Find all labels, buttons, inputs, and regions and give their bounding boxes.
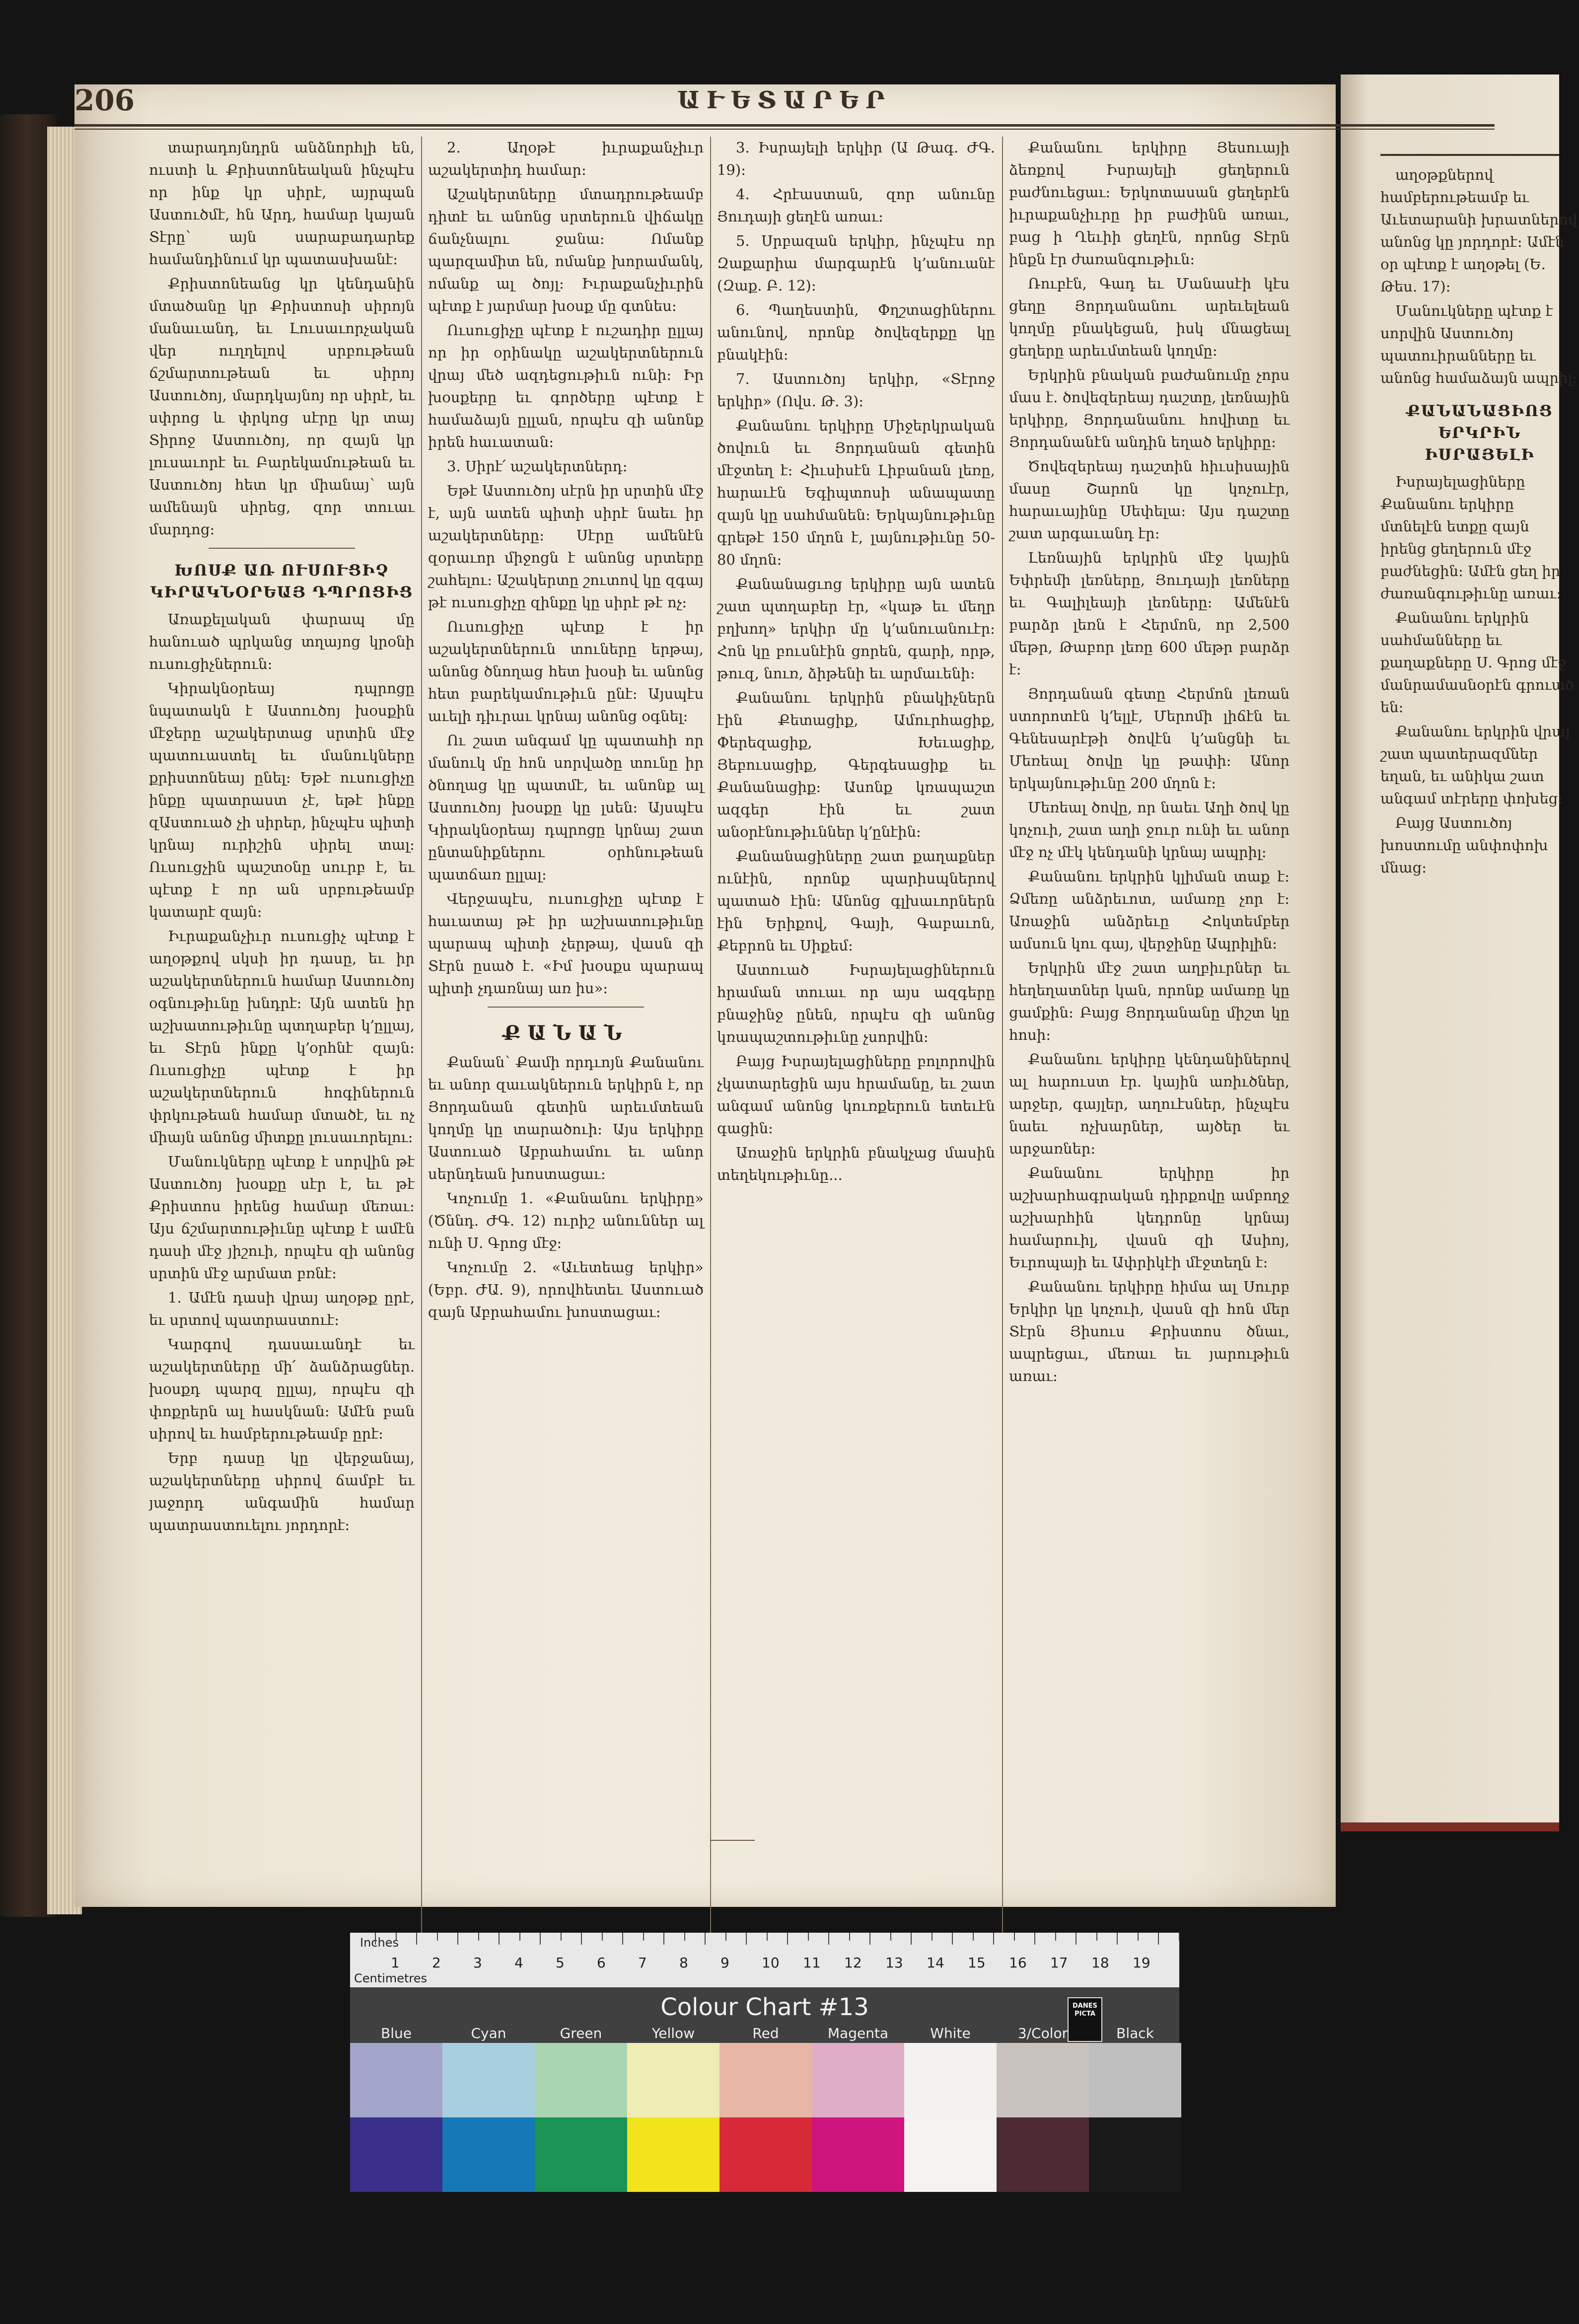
page-number: 206 bbox=[74, 83, 135, 117]
ruler-tick bbox=[602, 1933, 603, 1941]
facing-page bbox=[1341, 74, 1578, 1831]
patch-label: 3/Color bbox=[1017, 2025, 1068, 2041]
colour-patch-light bbox=[719, 2043, 812, 2117]
ruler-number: 10 bbox=[762, 1955, 780, 1971]
ruler-tick bbox=[1096, 1933, 1097, 1941]
paragraph: Լեռնային երկրին մէջ կային Եփրեմի լեռները, Յուդայի լեռները եւ Գալիլեայի լեռները։ Ամենէն բարձր լեռն է Հերմոն, որ 2,500 մեթր, Թաբոր լեռը 600 մեթր բարձր է։ bbox=[1009, 549, 1290, 678]
ruler-number: 16 bbox=[1009, 1955, 1027, 1971]
paragraph: Քանանու երկրին վրայ շատ պատերազմներ եղան, եւ անիկա շատ անգամ տէրերը փոխեց։ bbox=[1380, 723, 1570, 807]
ruler-tick bbox=[375, 1933, 376, 1945]
patch-label: Magenta bbox=[827, 2025, 889, 2041]
section-divider bbox=[209, 548, 355, 549]
paragraph: Աշակերտները մտադրութեամբ դիտէ եւ անոնց սրտերուն վիճակը ճանչնալու ջանա։ Ոմանք պարզամիտ են, ոմանք խորամանկ, ոմանք ալ ծոյլ։ Իւրաքանչիւրին պէտք է յարմար խօսք մը գտնես։ bbox=[428, 186, 704, 314]
ruler-number: 3 bbox=[473, 1955, 482, 1971]
paragraph: Իւրաքանչիւր ուսուցիչ պէտք է աղօթքով սկսի իր դասը, եւ իր աշակերտներուն համար Աստուծոյ օգնութիւնը խնդրէ։ Այն ատեն իր աշխատութիւնը պտղաբեր կ՚ըլլայ, եւ Տէրն ինքը կ՚օրհնէ զայն։ Ուսուցիչը պէտք է իր աշակերտներուն հոգիներուն փրկութեան համար մտածէ, եւ ոչ միայն անոնց միտքը լուսաւորելու։ bbox=[149, 928, 415, 1146]
ruler-centimetres-label: Centimetres bbox=[354, 1971, 427, 1985]
ruler-number: 1 bbox=[391, 1955, 400, 1971]
column-1 bbox=[149, 137, 415, 2210]
patch-label: Yellow bbox=[651, 2025, 695, 2041]
paragraph: Առաքելական փարապ մը հանուած պրկանց տղայոց կրօնի ուսուցիչներուն։ bbox=[149, 611, 415, 672]
section-heading: ՔԱՆԱՆԱՑԻՈՑ ԵՐԿՐԻՆ ԻՍՐԱՅԵԼԻ bbox=[1406, 402, 1553, 464]
ruler-tick bbox=[1034, 1933, 1035, 1945]
colour-chart bbox=[350, 1933, 1179, 2191]
paragraph: Ու շատ անգամ կը պատահի որ մանուկ մը հոն սորվածը տունը իր ծնողաց կը պատմէ, եւ անոնք ալ Աստուծոյ խօսքը կը լսեն։ Այսպէս Կիրակնօրեայ դպրոցը կրնայ շատ ընտանիքներու օրհնութեան պատճառ ըլլալ։ bbox=[428, 732, 704, 883]
paragraph: Քանանու երկրին կլիման տաք է։ Ձմեռը անձրեւոտ, ամառը չոր է։ Առաջին անձրեւը Հոկտեմբեր ամսուն կու գայ, վերջինը Ապրիլին։ bbox=[1009, 868, 1290, 952]
paragraph: Մեռեալ ծովը, որ նաեւ Աղի ծով կը կոչուի, շատ աղի ջուր ունի եւ անոր մէջ ոչ մէկ կենդանի կրնայ ապրիլ։ bbox=[1009, 799, 1290, 861]
colour-patch-light bbox=[997, 2043, 1089, 2117]
paragraph: Բայց Իսրայելացիները բոլորովին չկատարեցին այս հրամանը, եւ շատ անգամ անոնց կուռքերուն ետեւէն գացին։ bbox=[717, 1053, 995, 1137]
ruler-tick bbox=[932, 1933, 933, 1941]
ruler-tick bbox=[993, 1933, 994, 1945]
patch-label: Blue bbox=[381, 2025, 412, 2041]
ruler-tick bbox=[416, 1933, 417, 1945]
paragraph: Քրիստոնեանց կր կենդանին մտածանը կր Քրիստոսի սիրոյն մանաւանդ, եւ Լուսաւորչական վեր ուղղելով սրբութեան ճշմարտութեան եւ սիրոյ Աստուծոյ, մարդկայնոյ որ սիրէ, եւ սփրոց և փրկոց սէրը կր տայ Տիրոջ Աստուծոյ, որ զայն կր լուսաւորէ եւ Բարեկամութեան եւ Աստուծոյ հետ կր միանայ՝ այն ամենայն սիրեց, զոր տուաւ մարդոց։ bbox=[149, 275, 415, 538]
colour-patch-light bbox=[442, 2043, 535, 2117]
ruler-tick bbox=[437, 1933, 438, 1941]
paragraph: Վերջապէս, ուսուցիչը պէտք է հաւատայ թէ իր աշխատութիւնը պարապ պիտի չերթայ, վասն զի Տէրն ըսած է. «Իմ խօսքս պարապ պիտի չդառնայ առ իս»։ bbox=[428, 890, 704, 997]
paragraph: 3. Սիրէ՛ աշակերտներդ։ bbox=[447, 458, 628, 475]
paragraph: 6. Պաղեստին, Փղշտացիներու անունով, որոնք ծովեզերքը կը բնակէին։ bbox=[717, 301, 995, 363]
ruler-number: 2 bbox=[432, 1955, 441, 1971]
colour-patch-dark bbox=[627, 2117, 719, 2192]
colour-patch-dark bbox=[350, 2117, 442, 2192]
ruler-tick bbox=[890, 1933, 891, 1941]
ruler-number: 13 bbox=[885, 1955, 903, 1971]
paragraph: 7. Աստուծոյ երկիր, «Տէրոջ երկիր» (Ովս. Թ. 3)։ bbox=[717, 370, 995, 410]
patch-label: Red bbox=[752, 2025, 779, 2041]
patch-label: Black bbox=[1116, 2025, 1154, 2041]
section-heading: ԽՈՍՔ ԱՌ ՈՒՍՈՒՑԻՉ ԿԻՐԱԿՆՕՐԵԱՅ ԴՊՐՈՑԻՑ bbox=[150, 562, 414, 601]
paragraph: տարադոյնդրն անձնորհլի են, ուստի և Քրիստոնեական ինչպէս որ ինք կր սիրէ, այրպան Աստուծմէ, հն Արդ, համար կայան Տէրը՝ այն սարաբադարեք համանդինում կր պատասխանէ։ bbox=[149, 139, 415, 268]
colour-patch-light bbox=[535, 2043, 627, 2117]
bottom-dash bbox=[710, 1840, 755, 1841]
paragraph: Յորդանան գետը Հերմոն լեռան ստորոտէն կ՚ելլէ, Մերոմի լիճէն եւ Գենեսարէթի ծովէն կ՚անցնի եւ Մեռեալ ծովը կը թափի։ Անոր երկայնութիւնը 200 մղոն է։ bbox=[1009, 685, 1290, 792]
ruler-tick bbox=[519, 1933, 520, 1941]
ruler-tick bbox=[622, 1933, 623, 1945]
paragraph: Երբ դասը կը վերջանայ, աշակերտները սիրով ճամբէ եւ յաջորդ անգամին համար պատրաստուելու յորդորէ։ bbox=[149, 1450, 415, 1533]
colour-patch-dark bbox=[904, 2117, 997, 2192]
paragraph: Ծովեզերեայ դաշտին հիւսիսային մասը Շարոն կը կոչուէր, հարաւայինը Սեփելա։ Այս դաշտը շատ արգաւանդ էր։ bbox=[1009, 458, 1290, 542]
ruler-tick bbox=[1014, 1933, 1015, 1941]
paragraph: աղօթքներով համբերութեամբ եւ Աւետարանի խրատներով անոնց կը յորդորէ։ Ամէն օր պէտք է աղօթել (Ե. Թես. 17)։ bbox=[1380, 166, 1578, 295]
ruler-tick bbox=[1055, 1933, 1056, 1941]
ruler-tick bbox=[828, 1933, 829, 1945]
column-4 bbox=[1009, 137, 1290, 2210]
paragraph: Եթէ Աստուծոյ սէրն իր սրտին մէջ է, այն ատեն պիտի սիրէ նաեւ իր աշակերտները։ Սէրը ամենէն զօրաւոր միջոցն է անոնց սրտերը շահելու։ Աշակերտը շուտով կը զգայ թէ ուսուցիչը զինքը կը սիրէ թէ ոչ։ bbox=[428, 482, 704, 611]
facing-page-header-rule bbox=[1380, 154, 1559, 156]
paragraph: Աստուած Իսրայելացիներուն հրաման տուաւ որ այս ազգերը բնաջինջ ընեն, որպէս զի անոնց կռապաշտութիւնը չսորվին։ bbox=[717, 961, 995, 1045]
patch-label: Green bbox=[560, 2025, 602, 2041]
column-2 bbox=[428, 137, 704, 2210]
ruler-tick bbox=[952, 1933, 953, 1945]
ruler-tick bbox=[746, 1933, 747, 1945]
colour-patch-dark bbox=[1089, 2117, 1181, 2192]
paragraph: Ուսուցիչը պէտք է իր աշակերտներուն տուները երթայ, անոնց ծնողաց հետ խօսի եւ անոնց հետ բարեկամութիւն ընէ։ Այսպէս աւելի դիւրաւ կրնայ անոնց օգնել։ bbox=[428, 618, 704, 725]
paragraph: Քանանացիները շատ քաղաքներ ունէին, որոնք պարիսպներով պատած էին։ Անոնց գլխաւորներն էին Երիքով, Գայի, Գաբաւոն, Քեբրոն եւ Սիքեմ։ bbox=[717, 848, 995, 954]
running-title: ԱՒԵՏԱՐԵՐ bbox=[677, 86, 892, 114]
ruler-tick bbox=[396, 1933, 397, 1941]
paragraph: Կիրակնօրեայ դպրոցը նպատակն է Աստուծոյ խօսքին մէջերը աշակերտաց սրտին մէջ պատուաստել եւ մանուկները քրիստոնեայ ընել։ Եթէ ուսուցիչը ինքը պատրաստ չէ, եթէ ինքը զԱստուած չի սիրեր, ինչպէս պիտի կրնայ ուրիշին սիրել տալ։ Ուսուցչին պաշտօնը սուրբ է, եւ պէտք է որ ան սրբութեամբ կատարէ զայն։ bbox=[149, 680, 415, 920]
ruler-tick bbox=[457, 1933, 458, 1945]
paragraph: 2. Աղօթէ իւրաքանչիւր աշակերտիդ համար։ bbox=[428, 139, 704, 178]
ruler-tick bbox=[1076, 1933, 1077, 1945]
ruler-number: 19 bbox=[1133, 1955, 1150, 1971]
ruler-tick bbox=[1158, 1933, 1159, 1945]
ruler-tick bbox=[1138, 1933, 1139, 1941]
paragraph: Մանուկները պէտք է սորվին Աստուծոյ պատուիրանները եւ անոնց համաձայն ապրիլ։ bbox=[1380, 302, 1578, 386]
paragraph: Առաջին երկրին բնակչաց մասին տեղեկութիւնը... bbox=[717, 1144, 995, 1183]
ruler-number: 12 bbox=[844, 1955, 862, 1971]
section-divider bbox=[488, 1007, 644, 1008]
paragraph: Ուսուցիչը պէտք է ուշադիր ըլլայ որ իր օրինակը աշակերտներուն վրայ մեծ ազդեցութիւն ունի։ Իր խօսքերը եւ գործերը պէտք է համաձայն ըլլան, որպէս զի անոնք իրեն հաւատան։ bbox=[428, 322, 704, 450]
ruler-tick bbox=[849, 1933, 850, 1941]
paragraph: Քանանու երկիրը հիմա ալ Սուրբ Երկիր կը կոչուի, վասն զի հոն մեր Տէրն Յիսուս Քրիստոս ծնաւ, ապրեցաւ, մեռաւ եւ յարութիւն առաւ։ bbox=[1009, 1278, 1290, 1384]
column-3 bbox=[717, 137, 995, 2210]
paragraph: Քանանու երկրին բնակիչներն էին Քետացիք, Ամուրհացիք, Փերեզացիք, Խեւացիք, Յեբուսացիք, Գերգեսացիք եւ Քանանացիք։ Ասոնք կռապաշտ ազգեր էին եւ շատ անօրէնութիւններ կ՚ընէին։ bbox=[717, 689, 995, 840]
paragraph: Կոչումը 1. «Քանանու երկիրը» (Ծննդ. ԺԳ. 12) ուրիշ անուններ ալ ունի Ս. Գրոց մէջ։ bbox=[428, 1190, 704, 1251]
ruler-number: 9 bbox=[720, 1955, 729, 1971]
chart-title: Colour Chart #13 bbox=[660, 1993, 869, 2021]
header-rule bbox=[74, 124, 1495, 130]
ruler-tick bbox=[663, 1933, 664, 1945]
paragraph: 3. Իսրայելի երկիր (Ա Թագ. ԺԳ. 19)։ bbox=[717, 139, 995, 178]
ruler-tick bbox=[869, 1933, 870, 1945]
ruler-tick bbox=[725, 1933, 726, 1941]
paragraph: Մանուկները պէտք է սորվին թէ Աստուծոյ խօսքը սէր է, եւ թէ Քրիստոս իրենց համար մեռաւ։ Այս ճշմարտութիւնը պէտք է ամէն դասի մէջ յիշուի, որպէս զի անոնց սրտին մէջ արմատ բռնէ։ bbox=[149, 1153, 415, 1282]
paragraph: Քանանու երկիրը Միջերկրական ծովուն եւ Յորդանան գետին մէջտեղ է։ Հիւսիսէն Լիբանան լեռը, հարաւէն Եգիպտոսի անապատը զայն կը սահմանեն։ Երկայնութիւնը գրեթէ 150 մղոն է, լայնութիւնը 50-80 մղոն։ bbox=[717, 417, 995, 568]
colour-patch-dark bbox=[442, 2117, 535, 2192]
colour-patch-light bbox=[350, 2043, 442, 2117]
paragraph: 5. Սրբազան երկիր, ինչպէս որ Զաքարիա մարգարէն կ՚անուանէ (Զաք. Բ. 12)։ bbox=[717, 232, 995, 294]
paragraph: Կոչումը 2. «Աւետեաց երկիր» (Եբր. ԺԱ. 9), որովհետեւ Աստուած զայն Աբրահամու խոստացաւ։ bbox=[428, 1259, 704, 1320]
paragraph: Քանանու երկրին սահմանները եւ քաղաքները Ս. Գրոց մէջ մանրամասնօրէն գրուած են։ bbox=[1380, 609, 1574, 716]
ruler-tick bbox=[808, 1933, 809, 1941]
ruler-number: 4 bbox=[514, 1955, 523, 1971]
patch-label: Cyan bbox=[471, 2025, 506, 2041]
ruler-number: 18 bbox=[1091, 1955, 1109, 1971]
paragraph: Երկրին բնական բաժանումը չորս մաս է. ծովեզերեայ դաշտը, լեռնային երկիրը, Յորդանանու հովիտը եւ Յորդանանէն անդին եղած երկիրը։ bbox=[1009, 366, 1290, 450]
ruler-number: 6 bbox=[597, 1955, 606, 1971]
ruler-tick bbox=[581, 1933, 582, 1945]
paragraph: 4. Հրէաստան, զոր անունը Յուդայի ցեղէն առաւ։ bbox=[717, 186, 995, 225]
colour-patch-dark bbox=[997, 2117, 1089, 2192]
chart-logo: DANES PICTA bbox=[1068, 1997, 1102, 2042]
section-heading: ՔԱՆԱՆ bbox=[502, 1021, 629, 1045]
ruler-number: 17 bbox=[1050, 1955, 1068, 1971]
ruler-tick bbox=[705, 1933, 706, 1945]
ruler-tick bbox=[973, 1933, 974, 1941]
ruler-tick bbox=[1179, 1933, 1180, 1941]
ruler-tick bbox=[684, 1933, 685, 1941]
paragraph: Քանանու երկիրը Յեսուայի ձեռքով Իսրայելի ցեղերուն բաժնուեցաւ։ Երկոտասան ցեղերէն իւրաքանչիւրը իր բաժինն առաւ, բաց ի Ղեւիի ցեղէն, որոնց Տէրն ինքն էր ժառանգութիւն։ bbox=[1009, 139, 1290, 268]
colour-patch-dark bbox=[719, 2117, 812, 2192]
ruler-tick bbox=[1117, 1933, 1118, 1945]
ruler-number: 14 bbox=[927, 1955, 944, 1971]
ruler-tick bbox=[561, 1933, 562, 1941]
column-rule bbox=[710, 137, 711, 2175]
paragraph: Քանանացւոց երկիրը այն ատեն շատ պտղաբեր էր, «կաթ եւ մեղր բղխող» երկիր մը կ՚անուանուէր։ Հոն կը բուսնէին ցորեն, գարի, որթ, թուզ, նուռ, ձիթենի եւ արմաւենի։ bbox=[717, 576, 995, 682]
ruler-number: 8 bbox=[679, 1955, 688, 1971]
ruler-number: 11 bbox=[803, 1955, 821, 1971]
column-rule bbox=[421, 137, 422, 2175]
column-rule bbox=[1002, 137, 1003, 2175]
paragraph: Քանանու երկիրը իր աշխարհագրական դիրքովը ամբողջ աշխարհին կեդրոնը կրնայ համարուիլ, վասն զի Ասիոյ, Եւրոպայի եւ Ափրիկէի մէջտեղն է։ bbox=[1009, 1164, 1290, 1271]
ruler-number: 7 bbox=[638, 1955, 647, 1971]
colour-patch-light bbox=[627, 2043, 719, 2117]
colour-patch-light bbox=[904, 2043, 997, 2117]
paragraph: Բայց Աստուծոյ խոստումը անփոփոխ մնաց։ bbox=[1380, 814, 1548, 876]
ruler-number: 15 bbox=[968, 1955, 986, 1971]
colour-patch-light bbox=[812, 2043, 904, 2117]
ruler-tick bbox=[540, 1933, 541, 1945]
paragraph: Ռուբէն, Գադ եւ Մանասէի կէս ցեղը Յորդանանու արեւելեան կողմը բնակեցան, իսկ մնացեալ ցեղերը արեւմտեան կողմը։ bbox=[1009, 275, 1290, 359]
ruler-inches-label: Inches bbox=[360, 1936, 399, 1950]
ruler-number: 5 bbox=[556, 1955, 565, 1971]
ruler-tick bbox=[911, 1933, 912, 1945]
colour-patch-dark bbox=[535, 2117, 627, 2192]
facing-page-column bbox=[1380, 164, 1579, 1822]
paragraph: Քանան՝ Քամի որդւոյն Քանանու եւ անոր զաւակներուն երկիրն է, որ Յորդանան գետին արեւմտեան կողմը կը տարածուի։ Այս երկիրը Աստուած Աբրահամու եւ անոր սերնդեան խոստացաւ։ bbox=[428, 1054, 704, 1182]
ruler-tick bbox=[643, 1933, 644, 1941]
paragraph: Կարգով դասաւանդէ եւ աշակերտները մի՛ ձանձրացներ. խօսքդ պարզ ըլլայ, որպէս զի փոքրերն ալ հասկնան։ Ամէն բան սիրով եւ համբերութեամբ ըրէ։ bbox=[149, 1336, 415, 1442]
ruler-tick bbox=[767, 1933, 768, 1941]
ruler-tick bbox=[787, 1933, 788, 1945]
patch-label: White bbox=[930, 2025, 971, 2041]
page-header bbox=[74, 83, 1495, 118]
ruler-tick bbox=[478, 1933, 479, 1941]
paragraph: Իսրայելացիները Քանանու երկիրը մտնելէն ետքը զայն իրենց ցեղերուն մէջ բաժնեցին։ Ամէն ցեղ իր ժառանգութիւնը առաւ։ bbox=[1380, 473, 1562, 602]
paragraph: 1. Ամէն դասի վրայ աղօթք ըրէ, եւ սրտով պատրաստուէ։ bbox=[149, 1289, 415, 1328]
colour-patch-dark bbox=[812, 2117, 904, 2192]
paragraph: Երկրին մէջ շատ աղբիւրներ եւ հեղեղատներ կան, որոնք ամառը կը ցամքին։ Բայց Յորդանանը միշտ կը հոսի։ bbox=[1009, 959, 1290, 1043]
colour-patch-light bbox=[1089, 2043, 1181, 2117]
paragraph: Քանանու երկիրը կենդանիներով ալ հարուստ էր. կային առիւծներ, արջեր, գայլեր, աղուէսներ, ինչպէս նաեւ ոչխարներ, այծեր եւ արջառներ։ bbox=[1009, 1051, 1290, 1157]
ruler bbox=[350, 1933, 1179, 1987]
ruler-tick bbox=[499, 1933, 500, 1945]
